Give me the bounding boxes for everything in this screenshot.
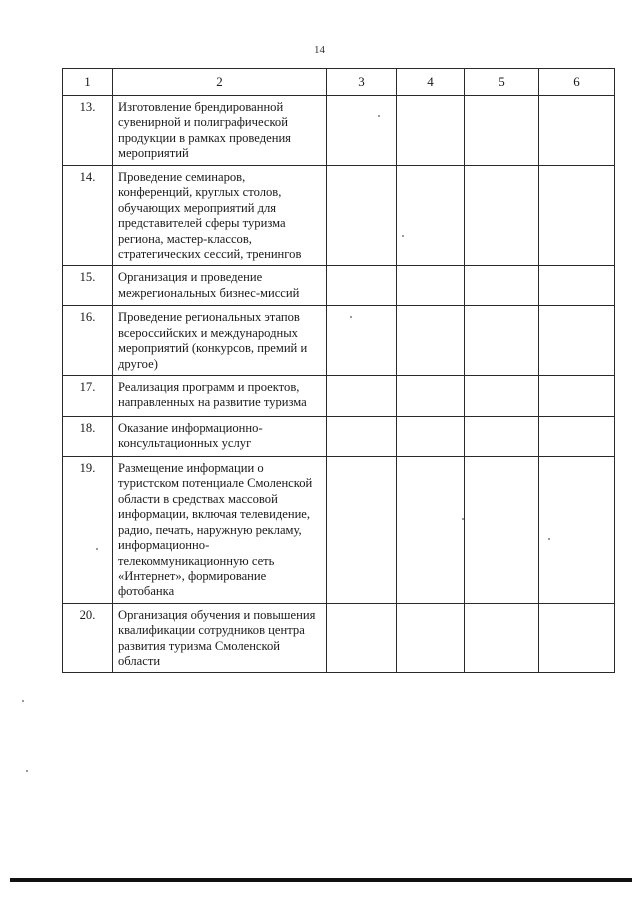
empty-cell (327, 603, 397, 673)
empty-cell (465, 266, 539, 306)
empty-cell (539, 166, 615, 266)
table-header-row (63, 69, 615, 96)
empty-cell (327, 376, 397, 417)
scan-speck (350, 316, 352, 318)
row-text: Размещение информации о туристском потенциале Смоленской области в средствах массовой информации, включая телевидение, радио, печать, наружную рекламу, информационно-телекоммуникационную сеть «Интернет», формирование фотобанка (113, 457, 327, 604)
empty-cell (465, 306, 539, 376)
row-number: 18. (63, 417, 113, 457)
page-number: 14 (314, 44, 325, 56)
empty-cell (327, 457, 397, 604)
scan-speck (548, 538, 550, 540)
row-text: Оказание информационно-консультационных услуг (113, 417, 327, 457)
row-number: 17. (63, 376, 113, 417)
row-text: Реализация программ и проектов, направленных на развитие туризма (113, 376, 327, 417)
empty-cell (539, 266, 615, 306)
empty-cell (465, 376, 539, 417)
table-row (63, 266, 615, 306)
empty-cell (465, 96, 539, 166)
row-text: Проведение семинаров, конференций, круглых столов, обучающих мероприятий для представителей сферы туризма региона, мастер-классов, стратегических сессий, тренингов (113, 166, 327, 266)
header-col-4: 4 (397, 69, 465, 96)
empty-cell (539, 457, 615, 604)
empty-cell (327, 417, 397, 457)
header-col-6: 6 (539, 69, 615, 96)
scan-speck (402, 235, 404, 237)
header-col-1: 1 (63, 69, 113, 96)
row-text: Изготовление брендированной сувенирной и полиграфической продукции в рамках проведения мероприятий (113, 96, 327, 166)
header-col-2: 2 (113, 69, 327, 96)
empty-cell (397, 166, 465, 266)
empty-cell (539, 376, 615, 417)
empty-cell (539, 96, 615, 166)
table-row (63, 457, 615, 604)
row-text: Организация и проведение межрегиональных бизнес-миссий (113, 266, 327, 306)
empty-cell (327, 306, 397, 376)
empty-cell (539, 417, 615, 457)
empty-cell (327, 266, 397, 306)
table-row (63, 417, 615, 457)
scan-bottom-edge (10, 878, 632, 882)
header-col-5: 5 (465, 69, 539, 96)
empty-cell (397, 417, 465, 457)
empty-cell (465, 166, 539, 266)
table-row (63, 603, 615, 673)
empty-cell (465, 603, 539, 673)
row-number: 19. (63, 457, 113, 604)
empty-cell (397, 96, 465, 166)
empty-cell (539, 306, 615, 376)
measures-table (62, 68, 615, 673)
empty-cell (327, 96, 397, 166)
table-row (63, 376, 615, 417)
row-number: 16. (63, 306, 113, 376)
scan-speck (96, 548, 98, 550)
row-text: Проведение региональных этапов всероссийских и международных мероприятий (конкурсов, премий и другое) (113, 306, 327, 376)
empty-cell (327, 166, 397, 266)
empty-cell (397, 376, 465, 417)
empty-cell (397, 306, 465, 376)
scan-speck (462, 518, 464, 520)
empty-cell (397, 603, 465, 673)
scan-speck (22, 700, 24, 702)
row-number: 14. (63, 166, 113, 266)
row-number: 15. (63, 266, 113, 306)
row-number: 13. (63, 96, 113, 166)
empty-cell (397, 457, 465, 604)
table-row (63, 166, 615, 266)
empty-cell (397, 266, 465, 306)
scan-speck (26, 770, 28, 772)
empty-cell (539, 603, 615, 673)
empty-cell (465, 417, 539, 457)
row-text: Организация обучения и повышения квалификации сотрудников центра развития туризма Смоленской области (113, 603, 327, 673)
table-row (63, 306, 615, 376)
header-col-3: 3 (327, 69, 397, 96)
row-number: 20. (63, 603, 113, 673)
empty-cell (465, 457, 539, 604)
table-row (63, 96, 615, 166)
scan-speck (378, 115, 380, 117)
